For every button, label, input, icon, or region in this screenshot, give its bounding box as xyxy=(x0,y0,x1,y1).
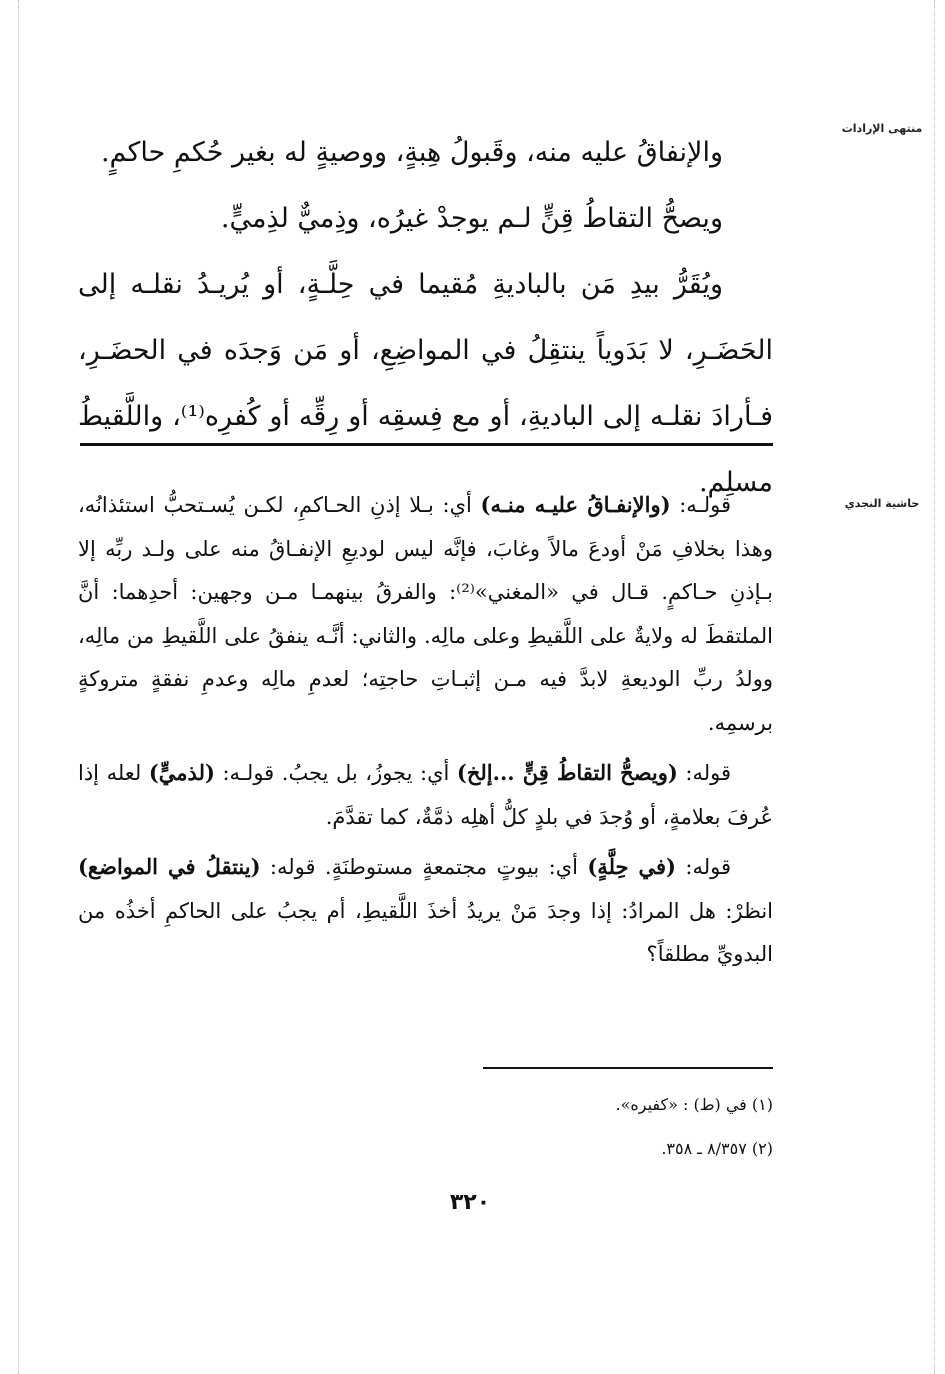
main-paragraph-3: ويُقَرُّ بيدِ مَن بالباديةِ مُقيما في حِلَّـةٍ، أو يُريـدُ نقلـه إلى الحَضَـرِ، لا بَدَوياً ينتقِلُ في المواضِعِ، أو مَن وَجدَه في الحضَـرِ، فـأرادَ نقلـه إلى الباديةِ، أو مع فِسقِه أو رِقِّه أو كُفرِه⁽¹⁾، واللَّقيطُ مسلِم. xyxy=(78,269,773,498)
qawluh-label: قوله: xyxy=(676,855,731,879)
main-text-block xyxy=(78,120,773,516)
quoted-phrase: (في حِلَّةٍ) xyxy=(587,854,676,879)
commentary-text-2: انظرْ: هل المرادُ: إذا وجدَ مَنْ يريدُ أخذَ اللَّقيطِ، أم يجبُ على الحاكمِ أخذُه من البدويِّ مطلقاً؟ xyxy=(78,898,773,966)
hashia-paragraph-3 xyxy=(78,845,773,977)
commentary-text: أي: يجوزُ، بل يجبُ. قولـه: xyxy=(214,761,457,785)
qawluh-label: قولـه: xyxy=(670,493,731,517)
main-paragraph-2: ويصحُّ التقاطُ قِنٍّ لـم يوجدْ غيرُه، وذِميٌّ لذِميٍّ. xyxy=(220,203,723,234)
scan-edge-right xyxy=(934,0,935,1374)
footnote-1: (١) في (ط) : «كفيره». xyxy=(615,1095,773,1114)
scan-edge-left xyxy=(18,0,19,1374)
page-number: ٣٢٠ xyxy=(449,1190,491,1215)
footnote-2: (٢) ٨/٣٥٧ ـ ٣٥٨. xyxy=(661,1139,773,1158)
footnote-divider xyxy=(483,1067,773,1069)
quoted-phrase: (ويصحُّ التقاطُ قِنٍّ ...إلخ) xyxy=(456,760,678,785)
hashia-paragraph-2 xyxy=(78,751,773,839)
side-label-main-text: منتهى الإرادات xyxy=(841,122,923,135)
commentary-text: أي: بـلا إذنِ الحـاكمِ، لكـن يُسـتحبُّ استئذانُه، وهذا بخلافِ مَنْ أودعَ مالاً وغابَ، فإنَّه ليس لوديعِ الإنفـاقُ منه على ولـد ربِّه إلا بـإذنِ حـاكمٍ. قـال في «المغني»⁽²⁾: والفرقُ بينهمـا مـن وجهين: أحدِهما: أنَّ الملتقطَ له ولايةٌ على اللَّقيطِ وعلى مالِه. والثاني: أنَّـه ينفقُ على اللَّقيطِ من مالِه، وولدُ ربِّ الوديعةِ لابدَّ فيه مـن إثبـاتِ حاجتِه؛ لعدمِ مالِه وعدمِ نفقةٍ متروكةٍ برسمِه. xyxy=(78,493,773,735)
hashia-text-block xyxy=(78,483,773,983)
quoted-phrase: (والإنفـاقُ عليـه منـه) xyxy=(480,492,671,517)
qawluh-label: قوله: xyxy=(677,761,731,785)
section-divider xyxy=(80,443,773,446)
commentary-text: أي: بيوتٍ مجتمعةٍ مستوطنَةٍ. قوله: xyxy=(260,855,588,879)
quoted-phrase-2: (لذميٍّ) xyxy=(148,760,215,785)
hashia-paragraph-1 xyxy=(78,483,773,745)
side-label-hashia: حاشية النجدي xyxy=(844,497,920,510)
main-paragraph-1: والإنفاقُ عليه منه، وقَبولُ هِبةٍ، ووصيةٍ له بغير حُكمِ حاكمٍ. xyxy=(100,137,723,168)
commentary-text-2: لعله إذا عُرفَ بعلامةٍ، أو وُجدَ في بلدٍ كلُّ أهلِه ذمَّةٌ، كما تقدَّمَ. xyxy=(78,761,773,829)
footnotes-block xyxy=(373,1083,773,1171)
quoted-phrase-2: (ينتقلُ في المواضع) xyxy=(78,854,261,879)
